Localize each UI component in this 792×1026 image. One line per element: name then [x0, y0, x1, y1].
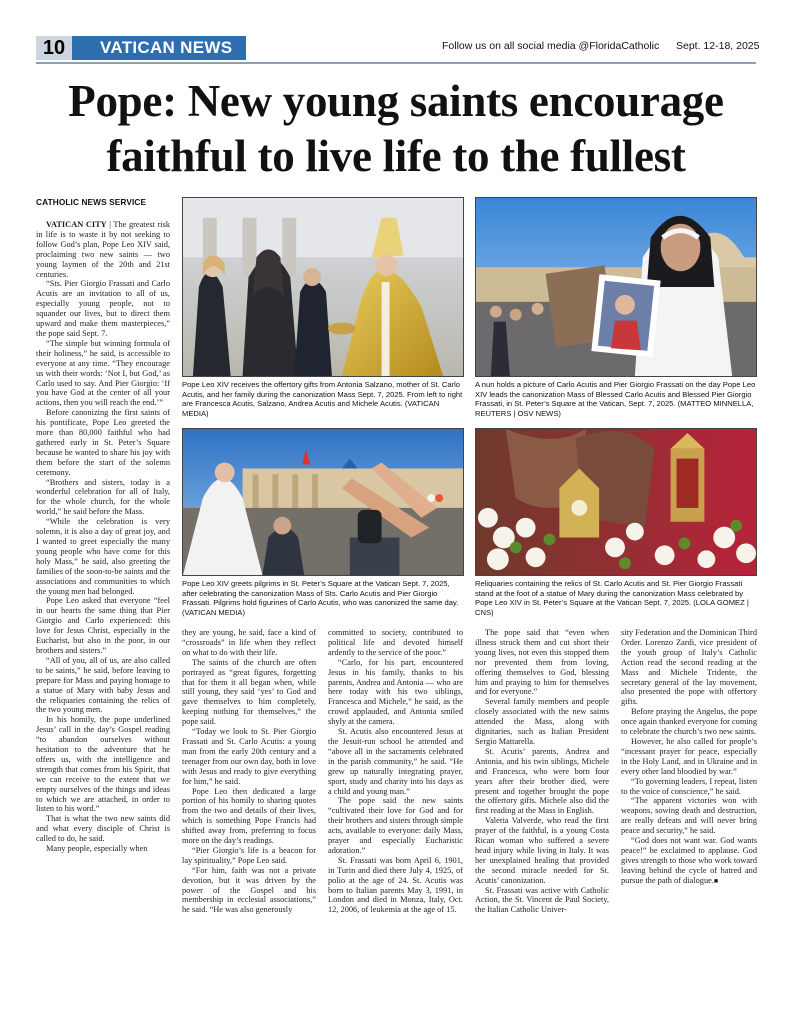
article-column-1: [36, 220, 170, 854]
page-number: 10: [36, 36, 72, 60]
article-column-2: [182, 628, 316, 915]
paragraph: St. Frassati was born April 6, 1901, in Turin and died there July 4, 1925, of polio at the age of 24. St. Acutis was born to Italian parents May 3, 1991, in London and died in Monza, Italy, Oct. 12, 2006, of leukemia at the age of 15.: [328, 855, 463, 915]
photo-reliquaries-image: [476, 429, 756, 575]
paragraph: “Pier Giorgio’s life is a beacon for lay spirituality,” Pope Leo said.: [182, 845, 316, 865]
article-column-4: [475, 628, 609, 915]
end-mark: ■: [713, 876, 719, 885]
photo-pilgrims-image: [183, 429, 463, 575]
paragraph: “For him, faith was not a private devotion, but it was driven by the power of the Gospel and his membership in ecclesial associations,” he said. “He was also generously: [182, 865, 316, 915]
paragraph: St. Acutis’ parents, Andrea and Antonia, and his twin siblings, Michele and Francesca, who were born four years after their brother died, were present and together brought the pope the offertory gifts. Michele also did the first reading at the Mass in English.: [475, 746, 609, 816]
paragraph: “Carlo, for his part, encountered Jesus in his family, thanks to his parents, Andrea and Antonia — who are here today with his two siblings, Francesca and Michele,” he said, as the crowd applauded, and Antonia smiled shyly at the camera.: [328, 657, 463, 727]
paragraph: they are young, he said, face a kind of “crossroads” in life when they reflect on what to do with their life.: [182, 628, 316, 657]
headline: [30, 74, 762, 184]
byline: CATHOLIC NEWS SERVICE: [36, 197, 147, 207]
issue-date: Sept. 12-18, 2025: [676, 40, 760, 52]
headline-line-1: Pope: New young saints encourage: [68, 76, 724, 126]
photo-caption: A nun holds a picture of Carlo Acutis and Pier Giorgio Frassati on the day Pope Leo XIV leads the canonization Mass of Blessed Carlo Acutis and Blessed Pier Giorgio Frassati, in St. Peter’s Square at the Vatican, Sept. 7, 2025. (MATTEO MINNELLA, REUTERS | OSV NEWS): [475, 380, 756, 418]
photo-caption: Pope Leo XIV greets pilgrims in St. Peter’s Square at the Vatican Sept. 7, 2025, after celebrating the canonization Mass of Sts. Carlo Acutis and Pier Giorgio Frassati. Pilgrims hold figurines of Carlo Acutis, who was canonized the same day. (VATICAN MEDIA): [182, 579, 459, 617]
paragraph: “While the celebration is very solemn, it is also a day of great joy, and I wanted to greet especially the many young people who have come for this holy Mass,” he said, also greeting the families of the soon-to-be saints and the associations and communities to which the young men had belonged.: [36, 517, 170, 596]
closing-text: “God does not want war. God wants peace!” he exclaimed to applause. God gives strength to those who work toward leaving behind the cycle of hatred and pursue the path of dialogue.: [621, 836, 757, 885]
paragraph: [621, 836, 757, 887]
paragraph: Several family members and people closely associated with the new saints attended the Mass, along with dignitaries, such as Italian President Sergio Mattarella.: [475, 697, 609, 746]
paragraph: “Brothers and sisters, today is a wonderful celebration for all of Italy, for the whole church, for the whole world,” he said before the Mass.: [36, 477, 170, 517]
article-column-5: [621, 628, 757, 887]
paragraph: “Today we look to St. Pier Giorgio Frassati and St. Carlo Acutis: a young man from the early 20th century and a teenager from our own day, both in love with Jesus and ready to give everything for him,” he said.: [182, 727, 316, 786]
photo-pope-greets-pilgrims: [182, 428, 464, 576]
paragraph: [36, 220, 170, 279]
photo-caption: Pope Leo XIV receives the offertory gifts from Antonia Salzano, mother of St. Carlo Acutis, and her family during the canonization Mass Sept. 7, 2025. From left to right are Francesca Acutis, Salzano, Andrea Acutis and Michele Acutis. (VATICAN MEDIA): [182, 380, 463, 418]
paragraph: Before praying the Angelus, the pope once again thanked everyone for coming to celebrate the church’s two new saints.: [621, 707, 757, 737]
photo-reliquaries: [475, 428, 757, 576]
paragraph: committed to society, contributed to political life and devoted himself ardently to the service of the poor.”: [328, 628, 463, 657]
paragraph: In his homily, the pope underlined Jesus’ call in the day’s Gospel reading “to abandon ourselves without hesitation to the adventure that he offers us, with the intelligence and strength that comes from his Spirit, that we can receive to the extent that we empty ourselves of the things and ideas to which we are attached, in order to listen to his word.”: [36, 715, 170, 814]
paragraph: That is what the two new saints did and what every disciple of Christ is called to do, he said.: [36, 814, 170, 844]
lead-text: | The greatest risk in life is to waste it by not seeking to follow God’s plan, Pope Leo XIV said, proclaiming two new saints — two young laymen of the 20th and 21st centuries.: [36, 220, 170, 279]
paragraph: sity Federation and the Dominican Third Order. Lorenzo Zardi, vice president of the youth group of Italy’s Catholic Action read the second reading at the Mass and Michele Tridente, the secretary general of the lay movement, also presented the pope with offertory gifts.: [621, 628, 757, 707]
dateline: VATICAN CITY: [46, 220, 107, 229]
photo-offertory-image: [183, 198, 463, 376]
paragraph: St. Frassati was active with Catholic Action, the St. Vincent de Paul Society, the Italian Catholic Univer-: [475, 885, 609, 915]
paragraph: “The simple but winning formula of their holiness,” he said, is accessible to everyone at any time. “They encourage us with their words: ‘Not I, but God,’ as Carlo used to say. And Pier Giorgio: ‘If you have God at the center of all your actions, then you will reach the end.’”: [36, 338, 170, 408]
paragraph: The pope said the new saints “cultivated their love for God and for their brothers and sisters through simple acts, available to everyone: daily Mass, prayer and especially Eucharistic adoration.”: [328, 796, 463, 855]
paragraph: St. Acutis also encountered Jesus at the Jesuit-run school he attended and “above all in the sacraments celebrated in the parish community,” he said. “He grew up naturally integrating prayer, sport, study and charity into his days as a child and young man.”: [328, 727, 463, 796]
paragraph: “The apparent victories won with weapons, sowing death and destruction, are really defeats and will never bring peace and security,” he said.: [621, 796, 757, 836]
paragraph: Many people, especially when: [46, 844, 148, 854]
paragraph: Pope Leo then dedicated a large portion of his homily to sharing quotes from the two and details of their lives, which is something Pope Francis had shifted away from, preferring to focus more on the day’s readings.: [182, 786, 316, 846]
photo-offertory-gifts: [182, 197, 464, 377]
paragraph: Valeria Valverde, who read the first prayer of the faithful, is a young Costa Rican woman who suffered a severe head injury while living in Italy. It was her unexplained healing that provided the second miracle needed for St. Acutis’ canonization.: [475, 816, 609, 885]
photo-nun-image: [476, 198, 756, 376]
paragraph: “All of you, all of us, are also called to be saints,” he said, before leaving to prepare for Mass and paying homage to a statue of Mary with baby Jesus and the reliquaries containing the relics of the two young men.: [36, 655, 170, 715]
paragraph: “To governing leaders, I repeat, listen to the voice of conscience,” he said.: [621, 776, 757, 796]
paragraph: “Sts. Pier Giorgio Frassati and Carlo Acutis are an invitation to all of us, especially young people, not to squander our lives, but to direct them upward and make them masterpieces,” the pope said Sept. 7.: [36, 279, 170, 338]
paragraph: The pope said that “even when illness struck them and cut short their young lives, not even this stopped them nor prevented them from loving, offering themselves to God, blessing him and praying to him for themselves and for everyone.”: [475, 628, 609, 697]
paragraph: The saints of the church are often portrayed as “great figures, forgetting that for them it all began when, while still young, they said ‘yes’ to God and gave themselves to him completely, keeping nothing for themselves,” the pope said.: [182, 657, 316, 727]
photo-caption: Reliquaries containing the relics of St. Carlo Acutis and St. Pier Giorgio Frassati stand at the foot of a statue of Mary during the canonization Mass celebrated by Pope Leo XIV in St. Peter’s Square at the Vatican Sept. 7, 2025. (LOLA GOMEZ | CNS): [475, 579, 749, 617]
header-divider: [36, 62, 756, 64]
social-handle: Follow us on all social media @FloridaCatholic: [442, 40, 660, 52]
paragraph: However, he also called for people’s “incessant prayer for peace, especially in the Holy Land, and in Ukraine and in every other land bloodied by war.”: [621, 736, 757, 776]
paragraph: Before canonizing the first saints of his pontificate, Pope Leo greeted the more than 80,000 faithful who had gathered early in St. Peter’s Square because he wanted to share his joy with them before the start of the solemn ceremony.: [36, 408, 170, 477]
headline-line-2: faithful to live life to the fullest: [106, 131, 686, 181]
photo-nun-with-picture: [475, 197, 757, 377]
article-column-3: [328, 628, 463, 915]
section-title: VATICAN NEWS: [72, 36, 246, 60]
paragraph: Pope Leo asked that everyone “feel in our hearts the same thing that Pier Giorgio and Carlo experienced: this love for Jesus Christ, especially in the Eucharist, but also in the poor, in our brothers and sisters.”: [36, 596, 170, 655]
